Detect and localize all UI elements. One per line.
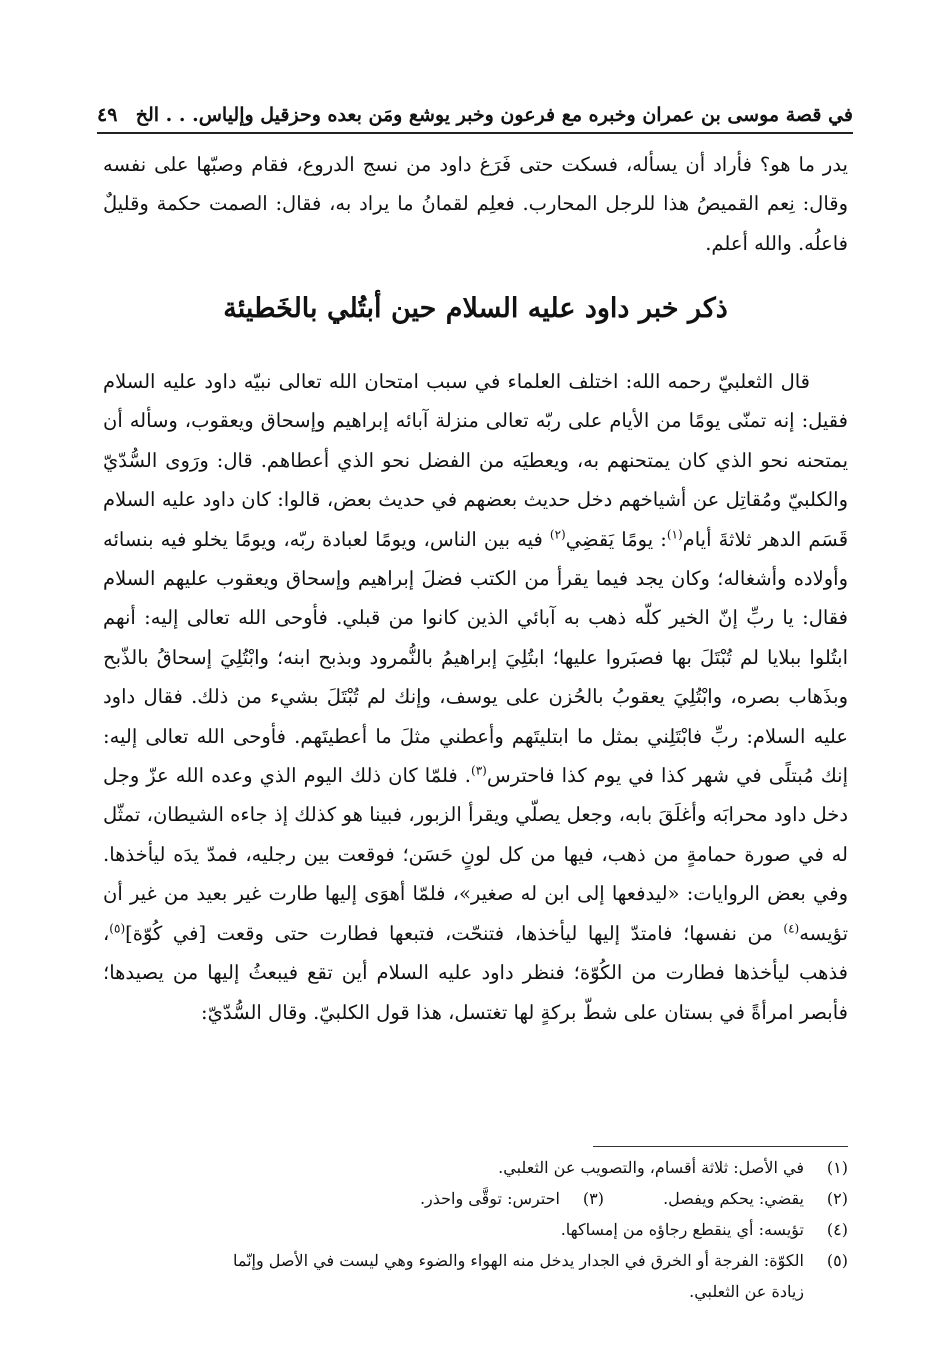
footnote-rule bbox=[593, 1146, 848, 1147]
footnote-ref-4[interactable]: (٤) bbox=[783, 921, 800, 936]
running-title: في قصة موسى بن عمران وخبره مع فرعون وخبر يوشع ومَن بعده وحزقيل وإلياس. . . الخ bbox=[135, 104, 853, 126]
footnote-number: (١) bbox=[826, 1158, 848, 1177]
header-rule bbox=[97, 132, 853, 134]
intro-text: يدر ما هو؟ فأراد أن يسأله، فسكت حتى فَرَغ داود من نسج الدروع، فقام وصبّها على نفسه وقال: نِعم القميصُ هذا للرجل المحارب. فعلِم لقمانُ ما يراد به، فقال: الصمت حكمة وقليلٌ فاعلُه. والله أعلم. bbox=[103, 153, 848, 255]
footnotes bbox=[103, 1152, 848, 1307]
footnote-ref-3[interactable]: (٣) bbox=[471, 763, 487, 778]
footnote-number: (٢) bbox=[826, 1189, 848, 1208]
footnote-5-continuation: زيادة عن الثعلبي. bbox=[689, 1282, 804, 1301]
footnote-number: (٥) bbox=[826, 1251, 848, 1270]
footnote-ref-5[interactable]: (٥) bbox=[109, 921, 126, 936]
main-text-part-6: ، فذهب ليأخذها فطارت من الكُوّة؛ فنظر داود عليه السلام أين تقع فيبعثُ إليها من يصيدها؛ فأبصر امرأةً في بستان على شطّ بركةٍ لها تغتسل، هذا قول الكلبيّ. وقال السُّدّيّ: bbox=[103, 921, 848, 1024]
footnote-text: يقضي: يحكم ويفصل. bbox=[663, 1189, 804, 1208]
intro-paragraph bbox=[103, 145, 848, 263]
main-text-part-4: . فلمّا كان ذلك اليوم الذي وعده الله عزّ وجل دخل داود محرابَه وأغلَقَ بابه، وجعل يصلّي ويقرأ الزبور، فبينا هو كذلك إذ جاءه الشيطان، تمثّل له في صورة حمامةٍ من ذهب، فيها من كل لونٍ حَسَن؛ فوقعت بين رجليه، فمدّ يدَه ليأخذها. وفي بعض الروايات: «ليدفعها إلى ابن له صغير»، فلمّا أهوَى إليها طارت غير بعيد من غير أن تؤيسه bbox=[103, 764, 848, 945]
main-text-part-1: قال الثعلبيّ رحمه الله: اختلف العلماء في سبب امتحان الله تعالى نبيّه داود عليه السلام فقيل: إنه تمنّى يومًا من الأيام على ربّه تعالى منزلة آبائه إبراهيم وإسحاق ويعقوب، وسأله أن يمتحنه نحو الذي كان يمتحنهم به، ويعطيَه من الفضل نحو الذي أعطاهم. قال: ورَوى السُّدّيّ والكلبيّ ومُقاتِل عن أشياخهم دخل حديث بعضهم في حديث بعض، قالوا: كان داود عليه السلام قَسَم الدهر ثلاثةَ أيام bbox=[103, 370, 849, 551]
running-header bbox=[97, 86, 853, 126]
main-text-part-5: من نفسها؛ فامتدّ إليها ليأخذها، فتنحّت، فتبعها فطارت حتى وقعت [في كُوّة] bbox=[125, 921, 784, 945]
footnote-1 bbox=[103, 1152, 848, 1183]
main-text bbox=[103, 362, 848, 1032]
footnote-5 bbox=[103, 1245, 848, 1276]
main-paragraph bbox=[103, 362, 848, 1032]
footnote-number: (٣) bbox=[582, 1189, 604, 1208]
footnote-text: تؤيسه: أي ينقطع رجاؤه من إمساكها. bbox=[560, 1220, 804, 1239]
main-text-part-2: : يومًا يَقضِي bbox=[565, 527, 667, 551]
footnote-4 bbox=[103, 1214, 848, 1245]
footnote-number: (٤) bbox=[826, 1220, 848, 1239]
section-title: ذكر خبر داود عليه السلام حين أبتُلي بالخَطيئة bbox=[223, 293, 728, 324]
footnote-text: الكوّة: الفرجة أو الخرق في الجدار يدخل منه الهواء والضوء وهي ليست في الأصل وإنّما bbox=[232, 1251, 804, 1270]
footnote-2-3 bbox=[103, 1183, 848, 1214]
footnote-text: احترس: توقَّى واحذر. bbox=[419, 1189, 560, 1208]
footnote-ref-1[interactable]: (١) bbox=[666, 527, 683, 542]
footnote-text: في الأصل: ثلاثة أقسام، والتصويب عن الثعلبي. bbox=[498, 1158, 804, 1177]
page-number: ٤٩ bbox=[97, 104, 118, 126]
footnote-ref-2[interactable]: (٢) bbox=[549, 527, 566, 542]
main-text-part-3: فيه بين الناس، ويومًا لعبادة ربّه، ويومًا يخلو فيه بنسائه وأولاده وأشغاله؛ وكان يجد فيما يقرأ من الكتب فضلَ إبراهيم وإسحاق ويعقوب عليهم السلام فقال: يا ربِّ إنّ الخير كلّه ذهب به آبائي الذين كانوا من قبلي. فأوحى الله تعالى إليه: أنهم ابتُلوا ببلايا لم تُبْتَلَ بها فصبَروا عليها؛ ابتُلِيَ إبراهيمُ بالنُّمرود وبذبح ابنه؛ وابْتُلِيَ إسحاقُ بالذّبح وبذَهاب بصره، وابْتُلِيَ يعقوبُ بالحُزن على يوسف، وإنك لم تُبْتَلَ بشيء من ذلك. فقال داود عليه السلام: ربِّ فابْتَلِني بمثل ما ابتليتَهم وأعطني مثلَ ما أعطيتَهم. فأوحى الله تعالى إليه: إنك مُبتلًى في شهر كذا في يوم كذا فاحترس bbox=[103, 527, 848, 788]
